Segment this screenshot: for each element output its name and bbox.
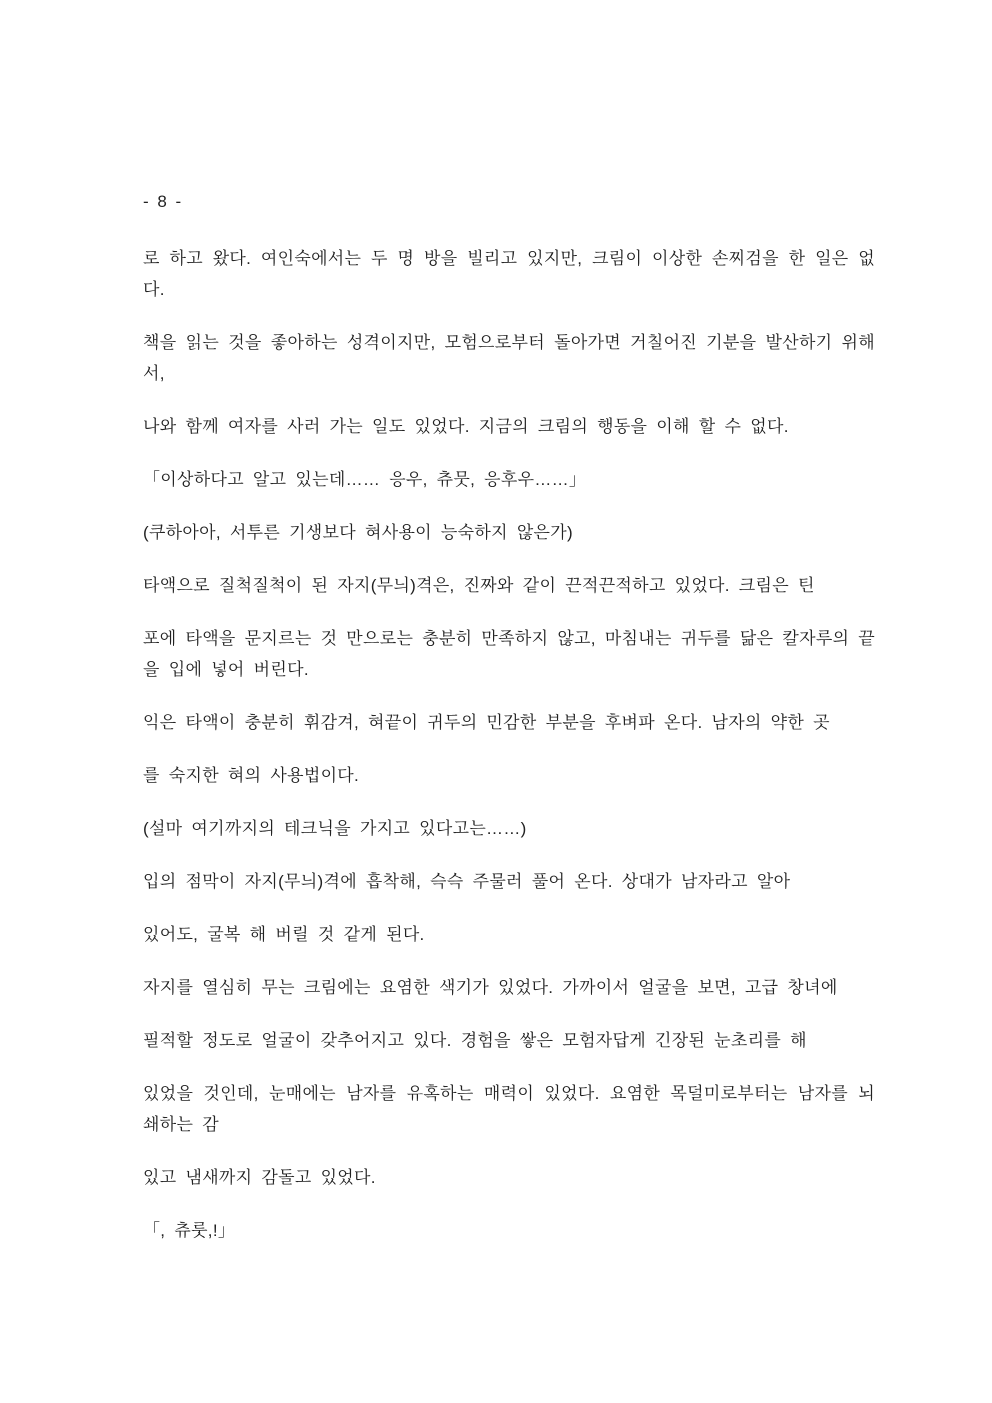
page-number: - 8 - — [143, 192, 184, 211]
paragraph: 로 하고 왔다. 여인숙에서는 두 명 방을 빌리고 있지만, 크림이 이상한 손찌검을 한 일은 없다. — [143, 249, 875, 299]
paragraph: 익은 타액이 충분히 휘감겨, 혀끝이 귀두의 민감한 부분을 후벼파 온다. 남자의 약한 곳 — [143, 713, 830, 732]
paragraph: 책을 읽는 것을 좋아하는 성격이지만, 모험으로부터 돌아가면 거칠어진 기분을 발산하기 위해서, — [143, 333, 875, 383]
paragraph: 나와 함께 여자를 사러 가는 일도 있었다. 지금의 크림의 행동을 이해 할 수 없다. — [143, 417, 789, 436]
paragraph: 있고 냄새까지 감돌고 있었다. — [143, 1168, 376, 1187]
paragraph-thought: (설마 여기까지의 테크닉을 가지고 있다고는……) — [143, 819, 527, 838]
paragraph-quote: 「, 츄룻,!」 — [143, 1221, 236, 1240]
paragraph: 입의 점막이 자지(무늬)격에 흡착해, 슥슥 주물러 풀어 온다. 상대가 남자라고 알아 — [143, 872, 791, 891]
paragraph: 를 숙지한 혀의 사용법이다. — [143, 766, 360, 785]
paragraph: 있었을 것인데, 눈매에는 남자를 유혹하는 매력이 있었다. 요염한 목덜미로부터는 남자를 뇌쇄하는 감 — [143, 1084, 875, 1134]
paragraph: 자지를 열심히 무는 크림에는 요염한 색기가 있었다. 가까이서 얼굴을 보면, 고급 창녀에 — [143, 978, 838, 997]
page-content — [143, 186, 875, 1246]
paragraph-thought: (쿠하아아, 서투른 기생보다 혀사용이 능숙하지 않은가) — [143, 523, 573, 542]
paragraph: 포에 타액을 문지르는 것 만으로는 충분히 만족하지 않고, 마침내는 귀두를 닮은 칼자루의 끝을 입에 넣어 버린다. — [143, 629, 876, 679]
paragraph: 타액으로 질척질척이 된 자지(무늬)격은, 진짜와 같이 끈적끈적하고 있었다. 크림은 틴 — [143, 576, 815, 595]
paragraph-quote: 「이상하다고 알고 있는데…… 응우, 츄뭇, 응후우……」 — [143, 470, 587, 489]
paragraph: 필적할 정도로 얼굴이 갖추어지고 있다. 경험을 쌓은 모험자답게 긴장된 눈초리를 해 — [143, 1031, 807, 1050]
paragraph: 있어도, 굴복 해 버릴 것 같게 된다. — [143, 925, 425, 944]
